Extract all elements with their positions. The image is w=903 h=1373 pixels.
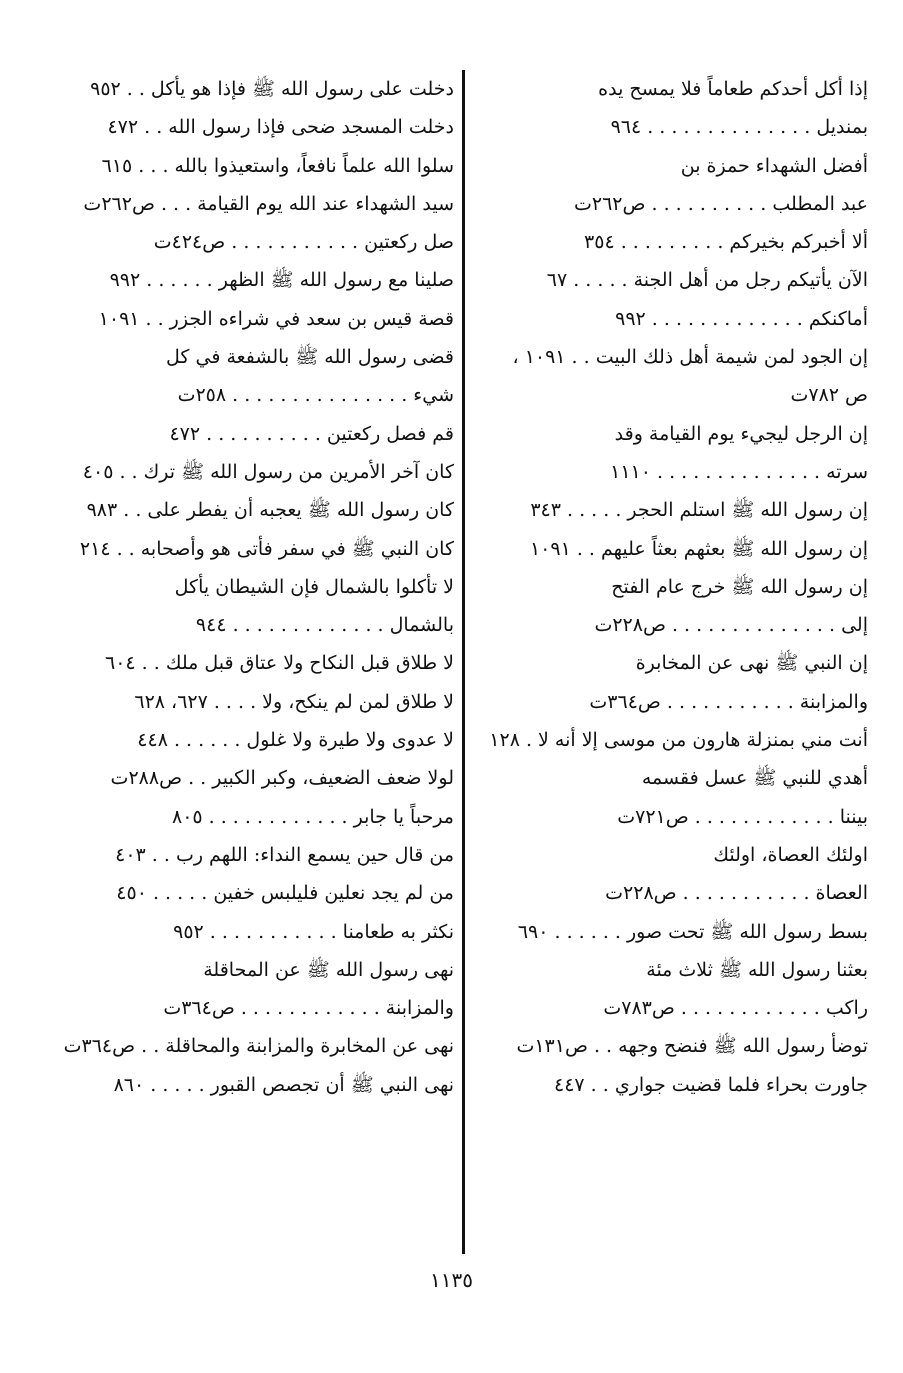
index-entry: جاورت بحراء فلما قضيت جواري . . ٤٤٧ [554,1073,868,1096]
index-entry: كان آخر الأمرين من رسول الله ﷺ ترك . . ٤٠٥ [82,460,454,483]
index-entry: كان رسول الله ﷺ يعجبه أن يفطر على . . ٩٨٣ [86,499,454,522]
index-entry: نهى رسول الله ﷺ عن المحاقلة [203,958,454,981]
index-entry: من قال حين يسمع النداء: اللهم رب . . ٤٠٣ [115,843,454,866]
index-entry: نهى عن المخابرة والمزابنة والمحاقلة . . ص٣٦٤ت [63,1035,454,1058]
index-entry: إن الرجل ليجيء يوم القيامة وقد [614,422,868,445]
index-entry: إلى . . . . . . . . . . . . . . ص٢٢٨ت [594,614,868,637]
index-entry: صلينا مع رسول الله ﷺ الظهر . . . . . . ٩٩٢ [109,269,454,292]
index-entry: إن النبي ﷺ نهى عن المخابرة [635,652,868,675]
index-entry: من لم يجد نعلين فليلبس خفين . . . . . ٤٥٠ [116,882,454,905]
page-number: ١١٣٥ [430,1268,473,1292]
index-entry: الآن يأتيكم رجل من أهل الجنة . . . . . ٦٧ [546,269,868,292]
column-divider [462,70,465,1254]
index-entry: مرحباً يا جابر . . . . . . . . . . . . ٨٠٥ [171,805,454,828]
index-entry: راكب . . . . . . . . . . . . ص٧٨٣ت [603,997,868,1020]
index-entry: نهى النبي ﷺ أن تجصص القبور . . . . . ٨٦٠ [113,1073,454,1096]
index-entry: شيء . . . . . . . . . . . . . . . ٢٥٨ت [177,384,454,407]
index-entry: سلوا الله علماً نافعاً، واستعيذوا بالله . . . ٦١٥ [101,154,454,177]
index-entry: بيننا . . . . . . . . . . . . ص٧٢١ت [617,805,868,828]
index-entry: بعثنا رسول الله ﷺ ثلاث مئة [646,958,868,981]
index-entry: إن الجود لمن شيمة أهل ذلك البيت . . ١٠٩١ ، [512,346,868,369]
index-entry: أنت مني بمنزلة هارون من موسى إلا أنه لا . ١٢٨ [489,729,868,752]
index-entry: قم فصل ركعتين . . . . . . . . . . ٤٧٢ [169,422,454,445]
index-entry: بسط رسول الله ﷺ تحت صور . . . . . . ٦٩٠ [517,920,868,943]
index-entry: كان النبي ﷺ في سفر فأتى هو وأصحابه . . ٢١٤ [79,537,454,560]
right-index-column [488,70,868,1104]
index-entry: بالشمال . . . . . . . . . . . . . ٩٤٤ [195,614,454,637]
index-entry: والمزابنة . . . . . . . . . . . ص٣٦٤ت [589,690,868,713]
index-entry: إن رسول الله ﷺ استلم الحجر . . . . . ٣٤٣ [530,499,868,522]
index-entry: بمنديل . . . . . . . . . . . . . . ٩٦٤ [610,116,868,139]
index-entry: إذا أكل أحدكم طعاماً فلا يمسح يده [598,78,868,100]
index-entry: لا طلاق قبل النكاح ولا عتاق قبل ملك . . ٦٠٤ [105,652,454,675]
index-entry: دخلت المسجد ضحى فإذا رسول الله . . ٤٧٢ [107,116,454,139]
index-entry: ألا أخبركم بخيركم . . . . . . . . . ٣٥٤ [584,231,868,254]
index-entry: ص ٧٨٢ت [790,384,868,407]
index-entry: إن رسول الله ﷺ بعثهم بعثاً عليهم . . ١٠٩١ [529,537,868,560]
index-entry: سيد الشهداء عند الله يوم القيامة . . . ص٢٦٢ت [83,192,454,215]
index-entry: والمزابنة . . . . . . . . . . . . ص٣٦٤ت [163,997,454,1020]
index-entry: إن رسول الله ﷺ خرج عام الفتح [611,575,868,598]
index-entry: دخلت على رسول الله ﷺ فإذا هو يأكل . . ٩٥٢ [90,78,454,100]
index-entry: سرته . . . . . . . . . . . . . . ١١١٠ [610,460,868,483]
index-entry: لا تأكلوا بالشمال فإن الشيطان يأكل [174,575,454,598]
index-entry: أفضل الشهداء حمزة بن [680,154,868,177]
index-entry: لا طلاق لمن لم ينكح، ولا . . . . ٦٢٧، ٦٢٨ [134,690,454,713]
index-entry: أماكنكم . . . . . . . . . . . . . ٩٩٢ [615,307,868,330]
index-entry: عبد المطلب . . . . . . . . . . ص٢٦٢ت [574,192,868,215]
index-entry: أهدي للنبي ﷺ عسل فقسمه [641,767,868,790]
index-entry: صل ركعتين . . . . . . . . . . . ص٤٢٤ت [153,231,454,254]
index-entry: توضأ رسول الله ﷺ فنضح وجهه . . ص١٣١ت [516,1035,868,1058]
left-index-column [63,70,454,1104]
index-entry: العصاة . . . . . . . . . . . ص٢٢٨ت [605,882,868,905]
index-entry: قصة قيس بن سعد في شراءه الجزر . . ١٠٩١ [98,307,454,330]
index-entry: لا عدوى ولا طيرة ولا غلول . . . . . . ٤٤٨ [137,729,454,752]
index-entry: لولا ضعف الضعيف، وكبر الكبير . . ص٢٨٨ت [110,767,454,790]
index-entry: نكثر به طعامنا . . . . . . . . . . . ٩٥٢ [173,920,454,943]
index-entry: قضى رسول الله ﷺ بالشفعة في كل [166,346,454,369]
index-entry: اولئك العصاة، اولئك [713,843,868,866]
